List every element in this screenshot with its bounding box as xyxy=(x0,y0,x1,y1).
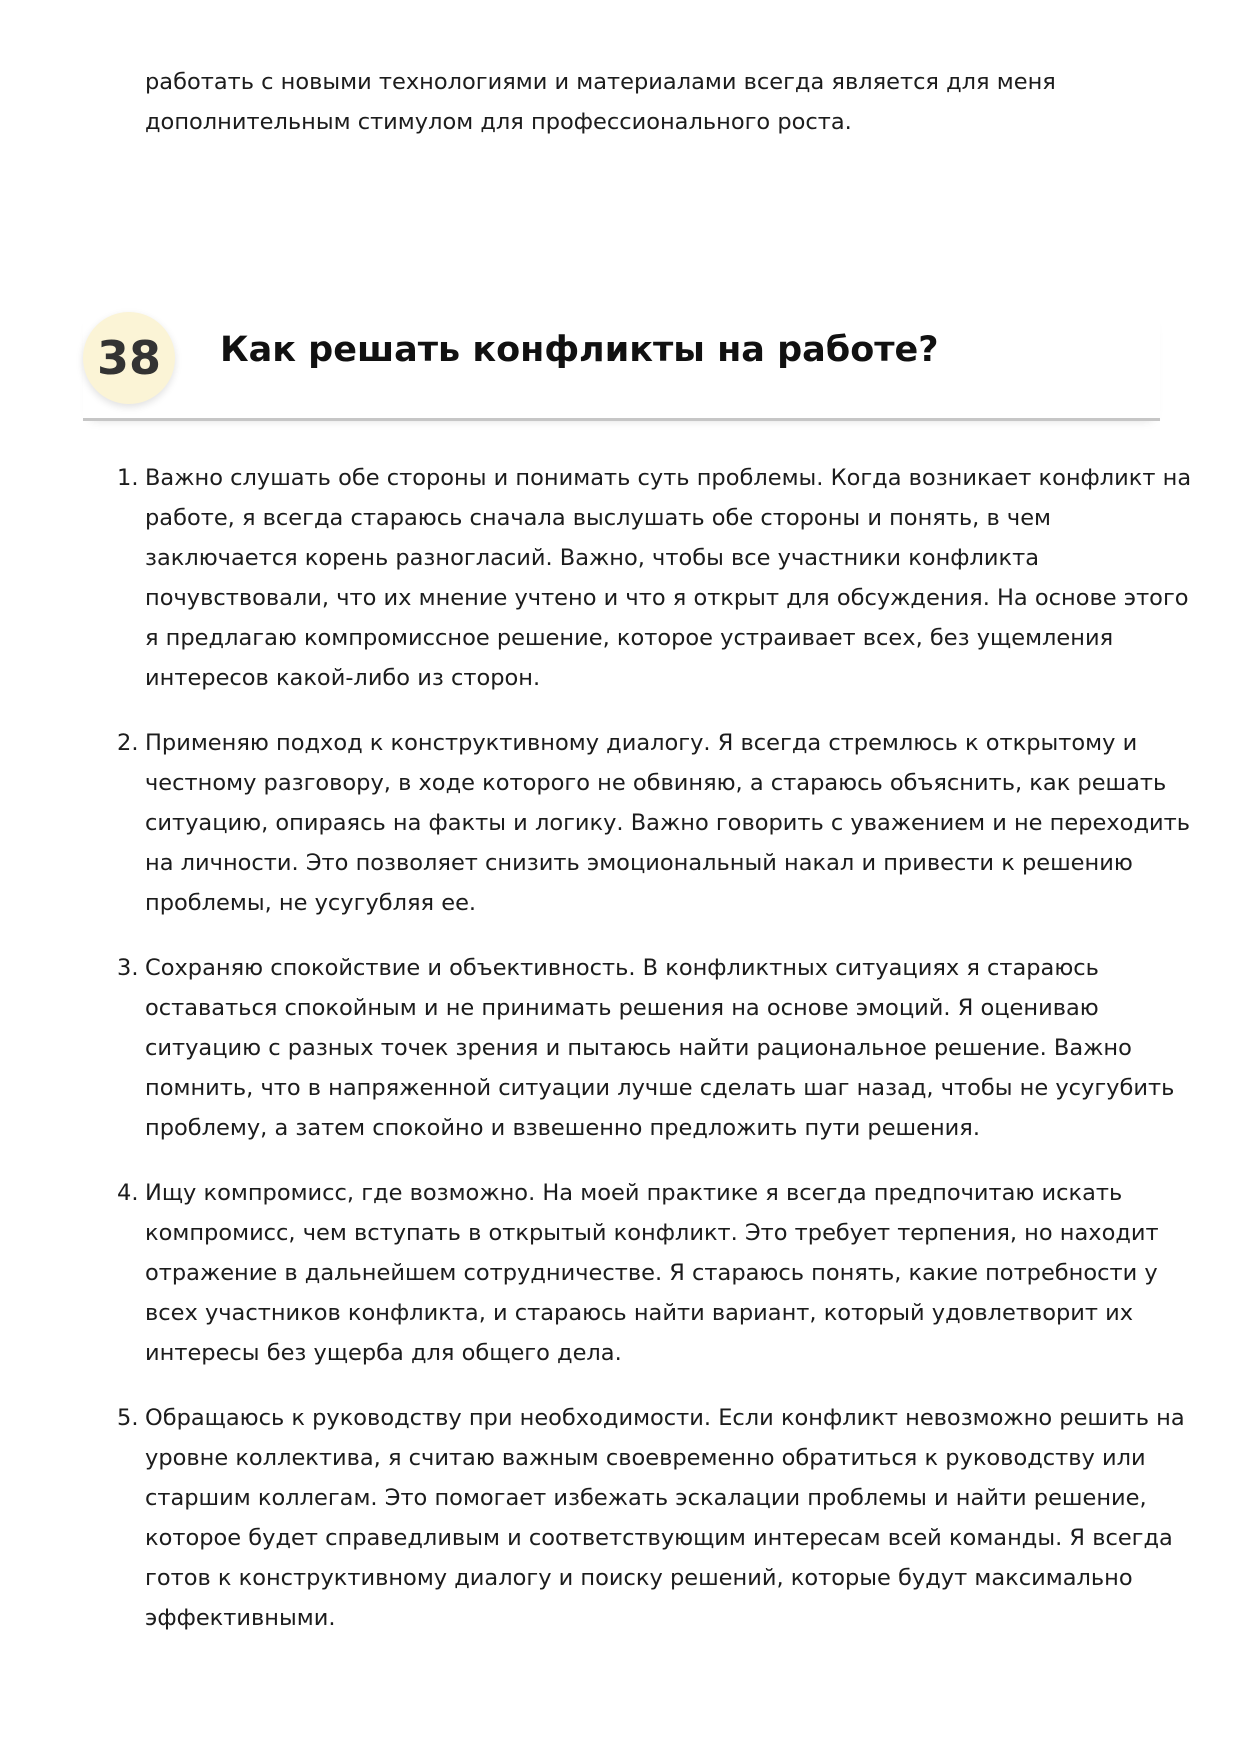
list-item-line: Сохраняю спокойствие и объективность. В конфликтных ситуациях я стараюсь xyxy=(145,955,1099,981)
list-item-line: помнить, что в напряженной ситуации лучше сделать шаг назад, чтобы не усугубить xyxy=(145,1075,1175,1101)
list-item-line: проблему, а затем спокойно и взвешенно предложить пути решения. xyxy=(145,1115,980,1141)
list-item-line: компромисс, чем вступать в открытый конфликт. Это требует терпения, но находит xyxy=(145,1220,1159,1246)
list-item xyxy=(117,458,1192,698)
answer-list xyxy=(117,458,1192,1663)
section-title: Как решать конфликты на работе? xyxy=(220,330,939,370)
list-item-line: старшим коллегам. Это помогает избежать эскалации проблемы и найти решение, xyxy=(145,1485,1147,1511)
list-item-line: готов к конструктивному диалогу и поиску решений, которые будут максимально xyxy=(145,1565,1133,1591)
list-item xyxy=(117,948,1175,1148)
list-item-line: Важно слушать обе стороны и понимать суть проблемы. Когда возникает конфликт на xyxy=(145,465,1192,491)
list-item-number: 4. xyxy=(117,1180,139,1206)
list-item-line: интересы без ущерба для общего дела. xyxy=(145,1340,622,1366)
list-item-line: интересов какой-либо из сторон. xyxy=(145,665,541,691)
intro-line: работать с новыми технологиями и материалами всегда является для меня xyxy=(145,69,1056,95)
list-item-line: которое будет справедливым и соответствующим интересам всей команды. Я всегда xyxy=(145,1525,1173,1551)
list-item-line: почувствовали, что их мнение учтено и что я открыт для обсуждения. На основе этого xyxy=(145,585,1189,611)
list-item xyxy=(117,723,1190,923)
section-number-badge: 38 xyxy=(83,312,175,404)
list-item xyxy=(117,1173,1159,1373)
list-item-number: 5. xyxy=(117,1405,139,1431)
list-item-line: Ищу компромисс, где возможно. На моей практике я всегда предпочитаю искать xyxy=(145,1180,1123,1206)
list-item-line: на личности. Это позволяет снизить эмоциональный накал и привести к решению xyxy=(145,850,1133,876)
list-item-line: ситуацию, опираясь на факты и логику. Важно говорить с уважением и не переходить xyxy=(145,810,1190,836)
list-item-line: Применяю подход к конструктивному диалогу. Я всегда стремлюсь к открытому и xyxy=(145,730,1138,756)
list-item xyxy=(117,1398,1185,1638)
list-item-line: честному разговору, в ходе которого не обвиняю, а стараюсь объяснить, как решать xyxy=(145,770,1167,796)
list-item-number: 2. xyxy=(117,730,139,756)
list-item-number: 3. xyxy=(117,955,139,981)
list-item-line: эффективными. xyxy=(145,1605,336,1631)
intro-line: дополнительным стимулом для профессионального роста. xyxy=(145,109,852,135)
list-item-line: проблемы, не усугубляя ее. xyxy=(145,890,477,916)
intro-paragraph xyxy=(145,62,1145,142)
list-item-line: работе, я всегда стараюсь сначала выслушать обе стороны и понять, в чем xyxy=(145,505,1052,531)
list-item-line: Обращаюсь к руководству при необходимости. Если конфликт невозможно решить на xyxy=(145,1405,1185,1431)
list-item-line: заключается корень разногласий. Важно, чтобы все участники конфликта xyxy=(145,545,1040,571)
list-item-line: ситуацию с разных точек зрения и пытаюсь найти рациональное решение. Важно xyxy=(145,1035,1132,1061)
list-item-number: 1. xyxy=(117,465,139,491)
list-item-line: оставаться спокойным и не принимать решения на основе эмоций. Я оцениваю xyxy=(145,995,1099,1021)
list-item-line: всех участников конфликта, и стараюсь найти вариант, который удовлетворит их xyxy=(145,1300,1134,1326)
list-item-line: уровне коллектива, я считаю важным своевременно обратиться к руководству или xyxy=(145,1445,1146,1471)
list-item-line: отражение в дальнейшем сотрудничестве. Я стараюсь понять, какие потребности у xyxy=(145,1260,1158,1286)
list-item-line: я предлагаю компромиссное решение, которое устраивает всех, без ущемления xyxy=(145,625,1114,651)
section-header xyxy=(83,312,1160,421)
